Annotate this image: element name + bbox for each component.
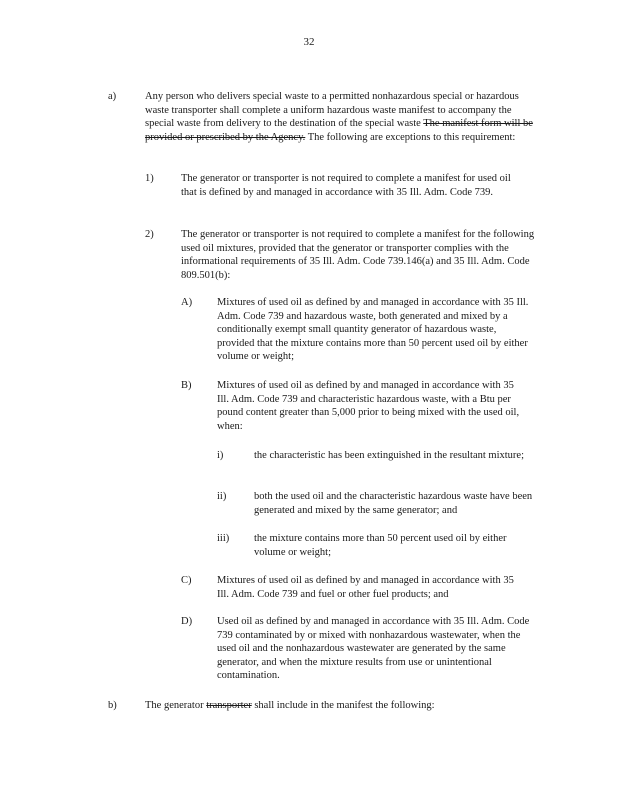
item-1-label: 1) bbox=[145, 173, 154, 184]
item-2Biii-text: the mixture contains more than 50 percent used oil by either volume or weight; bbox=[254, 533, 507, 558]
page-number: 32 bbox=[303, 36, 315, 48]
section-a-pre: Any person who delivers special waste to a permitted nonhazardous special or hazardous waste transporter shall complete a uniform hazardous waste manifest to accompany the special waste from delivery to the destination of the special waste bbox=[145, 91, 519, 130]
item-2C-label: C) bbox=[181, 575, 192, 586]
section-b-label: b) bbox=[108, 700, 117, 711]
section-b-struck: transporter bbox=[206, 700, 252, 711]
item-2A-label: A) bbox=[181, 297, 193, 308]
item-2Bi-text: the characteristic has been extinguished in the resultant mixture; bbox=[254, 450, 524, 461]
item-1-text: The generator or transporter is not required to complete a manifest for used oil that is defined by and managed in accordance with 35 Ill. Adm. Code 739. bbox=[181, 173, 511, 198]
section-a-text bbox=[145, 90, 540, 144]
item-2Bii-text: both the used oil and the characteristic hazardous waste have been generated and mixed by the same generator; and bbox=[254, 491, 533, 516]
section-b-pre: The generator bbox=[145, 700, 204, 711]
item-2D-text: Used oil as defined by and managed in accordance with 35 Ill. Adm. Code 739 contaminated by or mixed with nonhazardous wastewater, when the used oil and the nonhazardous wastewater are generated by the same generator, and when the mixture results from use or unintentional contamination. bbox=[217, 616, 530, 682]
section-a-label: a) bbox=[108, 91, 117, 102]
item-2-label: 2) bbox=[145, 229, 154, 240]
item-2B-text: Mixtures of used oil as defined by and managed in accordance with 35 Ill. Adm. Code 739 and characteristic hazardous waste, with a Btu per pound content greater than 5,000 prior to being mixed with the used oil, when: bbox=[217, 380, 520, 432]
item-2Bi-label: i) bbox=[217, 450, 224, 461]
item-2B-label: B) bbox=[181, 380, 192, 391]
section-b-post: shall include in the manifest the following: bbox=[254, 700, 435, 711]
section-a-post: The following are exceptions to this requirement: bbox=[307, 131, 516, 143]
section-a-struck: The manifest form will be provided or prescribed by the Agency. bbox=[145, 118, 533, 143]
item-2A-text: Mixtures of used oil as defined by and managed in accordance with 35 Ill. Adm. Code 739 and hazardous waste, both generated and mixed by a conditionally exempt small quantity generator of hazardous waste, provided that the mixture contains more than 50 percent used oil by either volume or weight; bbox=[217, 297, 529, 363]
item-2Biii-label: iii) bbox=[217, 533, 230, 544]
item-2C-text: Mixtures of used oil as defined by and managed in accordance with 35 Ill. Adm. Code 739 and fuel or other fuel products; and bbox=[217, 575, 514, 600]
item-2D-label: D) bbox=[181, 616, 193, 627]
item-2-text: The generator or transporter is not required to complete a manifest for the following used oil mixtures, provided that the generator or transporter complies with the informational requirements of 35 Ill. Adm. Code 739.146(a) and 35 Ill. Adm. Code 809.501(b): bbox=[181, 229, 535, 281]
section-b-text bbox=[145, 699, 540, 713]
item-2Bii-label: ii) bbox=[217, 491, 227, 502]
